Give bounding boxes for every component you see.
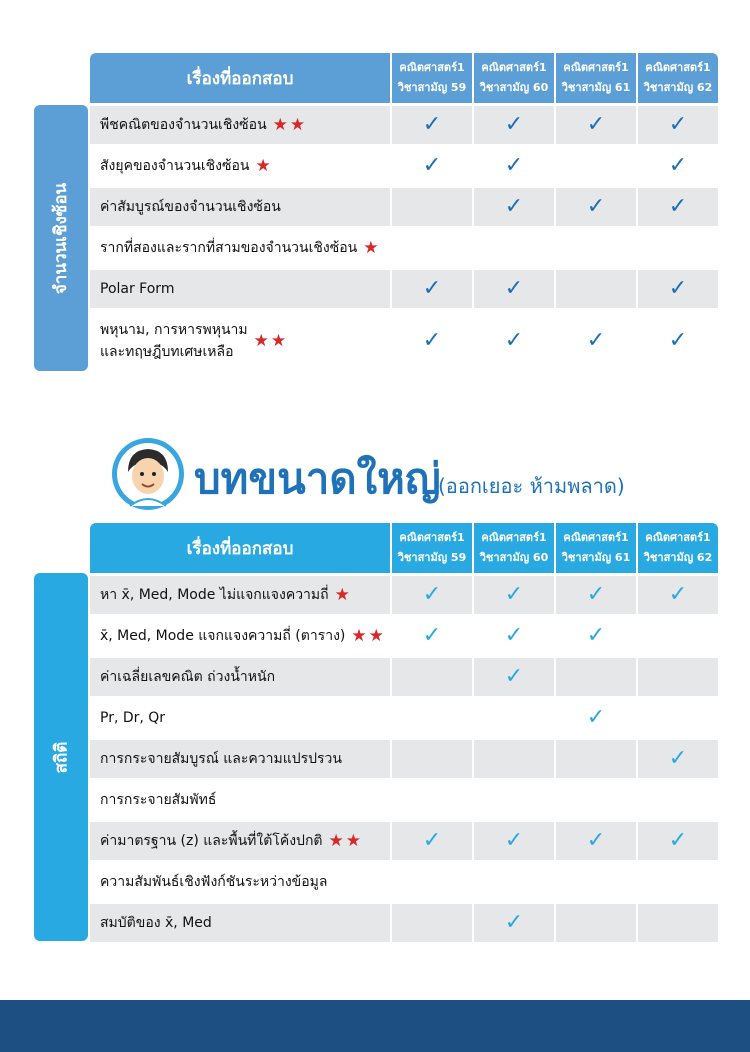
topic-cell [90,188,390,226]
topic-table [90,523,718,942]
exam-cell [392,699,472,737]
check-icon: ✓ [668,582,688,607]
exam-column-header: คณิตศาสตร์1 วิชาสามัญ 60 [474,53,554,103]
table-row [90,699,718,737]
exam-cell [638,740,718,778]
category-tab [34,573,88,941]
exam-cell [638,188,718,226]
table-row [90,229,718,267]
exam-cell [474,904,554,942]
exam-cell [638,311,718,371]
category-label: จำนวนเชิงซ้อน [51,182,72,294]
exam-cell [556,658,636,696]
table-row [90,904,718,942]
topic-cell [90,699,390,737]
exam-cell [638,617,718,655]
importance-star-icon: ★★ [253,331,289,351]
check-icon: ✓ [668,112,688,137]
exam-cell [638,822,718,860]
table-row [90,106,718,144]
topic-label: พหุนาม, การหารพหุนาม และทฤษฎีบทเศษเหลือ [100,322,248,360]
exam-cell [392,147,472,185]
check-icon: ✓ [586,112,606,137]
importance-star-icon: ★★ [272,115,308,135]
footer-bar [0,1000,750,1052]
table-row [90,188,718,226]
table-row [90,822,718,860]
check-icon: ✓ [504,328,524,353]
exam-column-header: คณิตศาสตร์1 วิชาสามัญ 59 [392,53,472,103]
topic-cell [90,822,390,860]
exam-cell [392,188,472,226]
exam-cell [474,863,554,901]
banner-title: บทขนาดใหญ่ [194,454,441,503]
category-label: สถิติ [51,741,72,773]
exam-cell [556,740,636,778]
exam-cell [392,781,472,819]
topic-cell [90,863,390,901]
check-icon: ✓ [422,623,442,648]
exam-cell [638,106,718,144]
check-icon: ✓ [586,328,606,353]
topic-cell [90,904,390,942]
table-row [90,147,718,185]
check-icon: ✓ [586,828,606,853]
check-icon: ✓ [586,705,606,730]
check-icon: ✓ [668,194,688,219]
topic-column-header: เรื่องที่ออกสอบ [90,523,390,573]
exam-cell [474,822,554,860]
exam-cell [474,617,554,655]
check-icon: ✓ [504,112,524,137]
check-icon: ✓ [668,746,688,771]
topic-label: พีชคณิตของจำนวนเชิงซ้อน [100,117,267,133]
exam-column-header: คณิตศาสตร์1 วิชาสามัญ 60 [474,523,554,573]
topic-column-header: เรื่องที่ออกสอบ [90,53,390,103]
exam-cell [556,311,636,371]
topic-label: การกระจายสัมพัทธ์ [100,792,217,808]
table-row [90,576,718,614]
exam-cell [556,904,636,942]
table-row [90,617,718,655]
exam-cell [556,270,636,308]
exam-cell [474,147,554,185]
topic-label: ค่าเฉลี่ยเลขคณิต ถ่วงน้ำหนัก [100,669,276,685]
exam-cell [556,106,636,144]
table-row [90,311,718,371]
exam-cell [638,576,718,614]
exam-column-header: คณิตศาสตร์1 วิชาสามัญ 62 [638,523,718,573]
exam-cell [556,576,636,614]
topic-label: หา x̄, Med, Mode ไม่แจกแจงความถี่ [100,587,329,603]
topic-cell [90,106,390,144]
check-icon: ✓ [504,153,524,178]
exam-cell [556,781,636,819]
exam-cell [474,188,554,226]
check-icon: ✓ [504,276,524,301]
topic-cell [90,781,390,819]
check-icon: ✓ [504,623,524,648]
check-icon: ✓ [668,276,688,301]
exam-cell [392,822,472,860]
importance-star-icon: ★★ [328,831,363,851]
mascot-avatar-icon [110,436,186,512]
exam-cell [556,617,636,655]
exam-cell [638,863,718,901]
exam-column-header: คณิตศาสตร์1 วิชาสามัญ 61 [556,53,636,103]
highlight-banner [110,436,670,516]
exam-cell [638,658,718,696]
exam-cell [638,699,718,737]
table-row [90,270,718,308]
topic-label: การกระจายสัมบูรณ์ และความแปรปรวน [100,751,342,767]
importance-star-icon: ★★ [351,626,386,646]
check-icon: ✓ [504,910,524,935]
check-icon: ✓ [504,828,524,853]
exam-cell [638,904,718,942]
topic-cell [90,229,390,267]
topic-label: ความสัมพันธ์เชิงฟังก์ชันระหว่างข้อมูล [100,874,328,890]
exam-column-header: คณิตศาสตร์1 วิชาสามัญ 62 [638,53,718,103]
topic-cell [90,740,390,778]
exam-cell [392,270,472,308]
exam-cell [392,863,472,901]
category-tab [34,105,88,371]
topic-label: ค่าสัมบูรณ์ของจำนวนเชิงซ้อน [100,199,281,215]
topic-label: Pr, Dr, Qr [100,710,166,726]
exam-cell [392,658,472,696]
statistics-section [34,523,718,941]
exam-cell [474,229,554,267]
table-row [90,781,718,819]
exam-column-header: คณิตศาสตร์1 วิชาสามัญ 61 [556,523,636,573]
check-icon: ✓ [422,828,442,853]
exam-cell [474,699,554,737]
check-icon: ✓ [504,194,524,219]
topic-cell [90,617,390,655]
topic-label: ค่ามาตรฐาน (z) และพื้นที่ใต้โค้งปกติ [100,833,323,849]
exam-cell [392,311,472,371]
exam-cell [474,781,554,819]
check-icon: ✓ [422,582,442,607]
topic-label: รากที่สองและรากที่สามของจำนวนเชิงซ้อน [100,240,358,256]
exam-cell [556,863,636,901]
exam-cell [392,106,472,144]
exam-cell [474,658,554,696]
importance-star-icon: ★ [334,585,352,605]
complex-numbers-section [34,53,718,371]
check-icon: ✓ [504,582,524,607]
topic-label: สมบัติของ x̄, Med [100,915,212,931]
check-icon: ✓ [422,153,442,178]
exam-cell [638,147,718,185]
exam-cell [556,188,636,226]
exam-cell [638,229,718,267]
exam-cell [474,576,554,614]
check-icon: ✓ [586,623,606,648]
topic-label: Polar Form [100,281,175,297]
exam-cell [474,311,554,371]
exam-cell [556,147,636,185]
topic-label: สังยุคของจำนวนเชิงซ้อน [100,158,250,174]
exam-cell [392,904,472,942]
check-icon: ✓ [668,153,688,178]
check-icon: ✓ [668,828,688,853]
exam-cell [556,229,636,267]
check-icon: ✓ [504,664,524,689]
check-icon: ✓ [586,194,606,219]
exam-cell [392,740,472,778]
exam-cell [392,617,472,655]
exam-column-header: คณิตศาสตร์1 วิชาสามัญ 59 [392,523,472,573]
banner-subtitle: (ออกเยอะ ห้ามพลาด) [438,474,625,498]
topic-cell [90,147,390,185]
table-header [90,53,718,103]
topic-table [90,53,718,371]
exam-cell [556,699,636,737]
importance-star-icon: ★ [363,238,381,258]
check-icon: ✓ [586,582,606,607]
topic-label: x̄, Med, Mode แจกแจงความถี่ (ตาราง) [100,628,346,644]
exam-cell [556,822,636,860]
exam-cell [392,229,472,267]
check-icon: ✓ [422,276,442,301]
exam-cell [474,740,554,778]
topic-cell [90,576,390,614]
exam-cell [474,270,554,308]
table-row [90,863,718,901]
exam-cell [392,576,472,614]
check-icon: ✓ [422,328,442,353]
check-icon: ✓ [422,112,442,137]
table-header [90,523,718,573]
exam-cell [474,106,554,144]
topic-cell [90,270,390,308]
exam-cell [638,270,718,308]
check-icon: ✓ [668,328,688,353]
exam-cell [638,781,718,819]
table-row [90,658,718,696]
table-row [90,740,718,778]
topic-cell [90,311,390,371]
importance-star-icon: ★ [255,156,273,176]
topic-cell [90,658,390,696]
